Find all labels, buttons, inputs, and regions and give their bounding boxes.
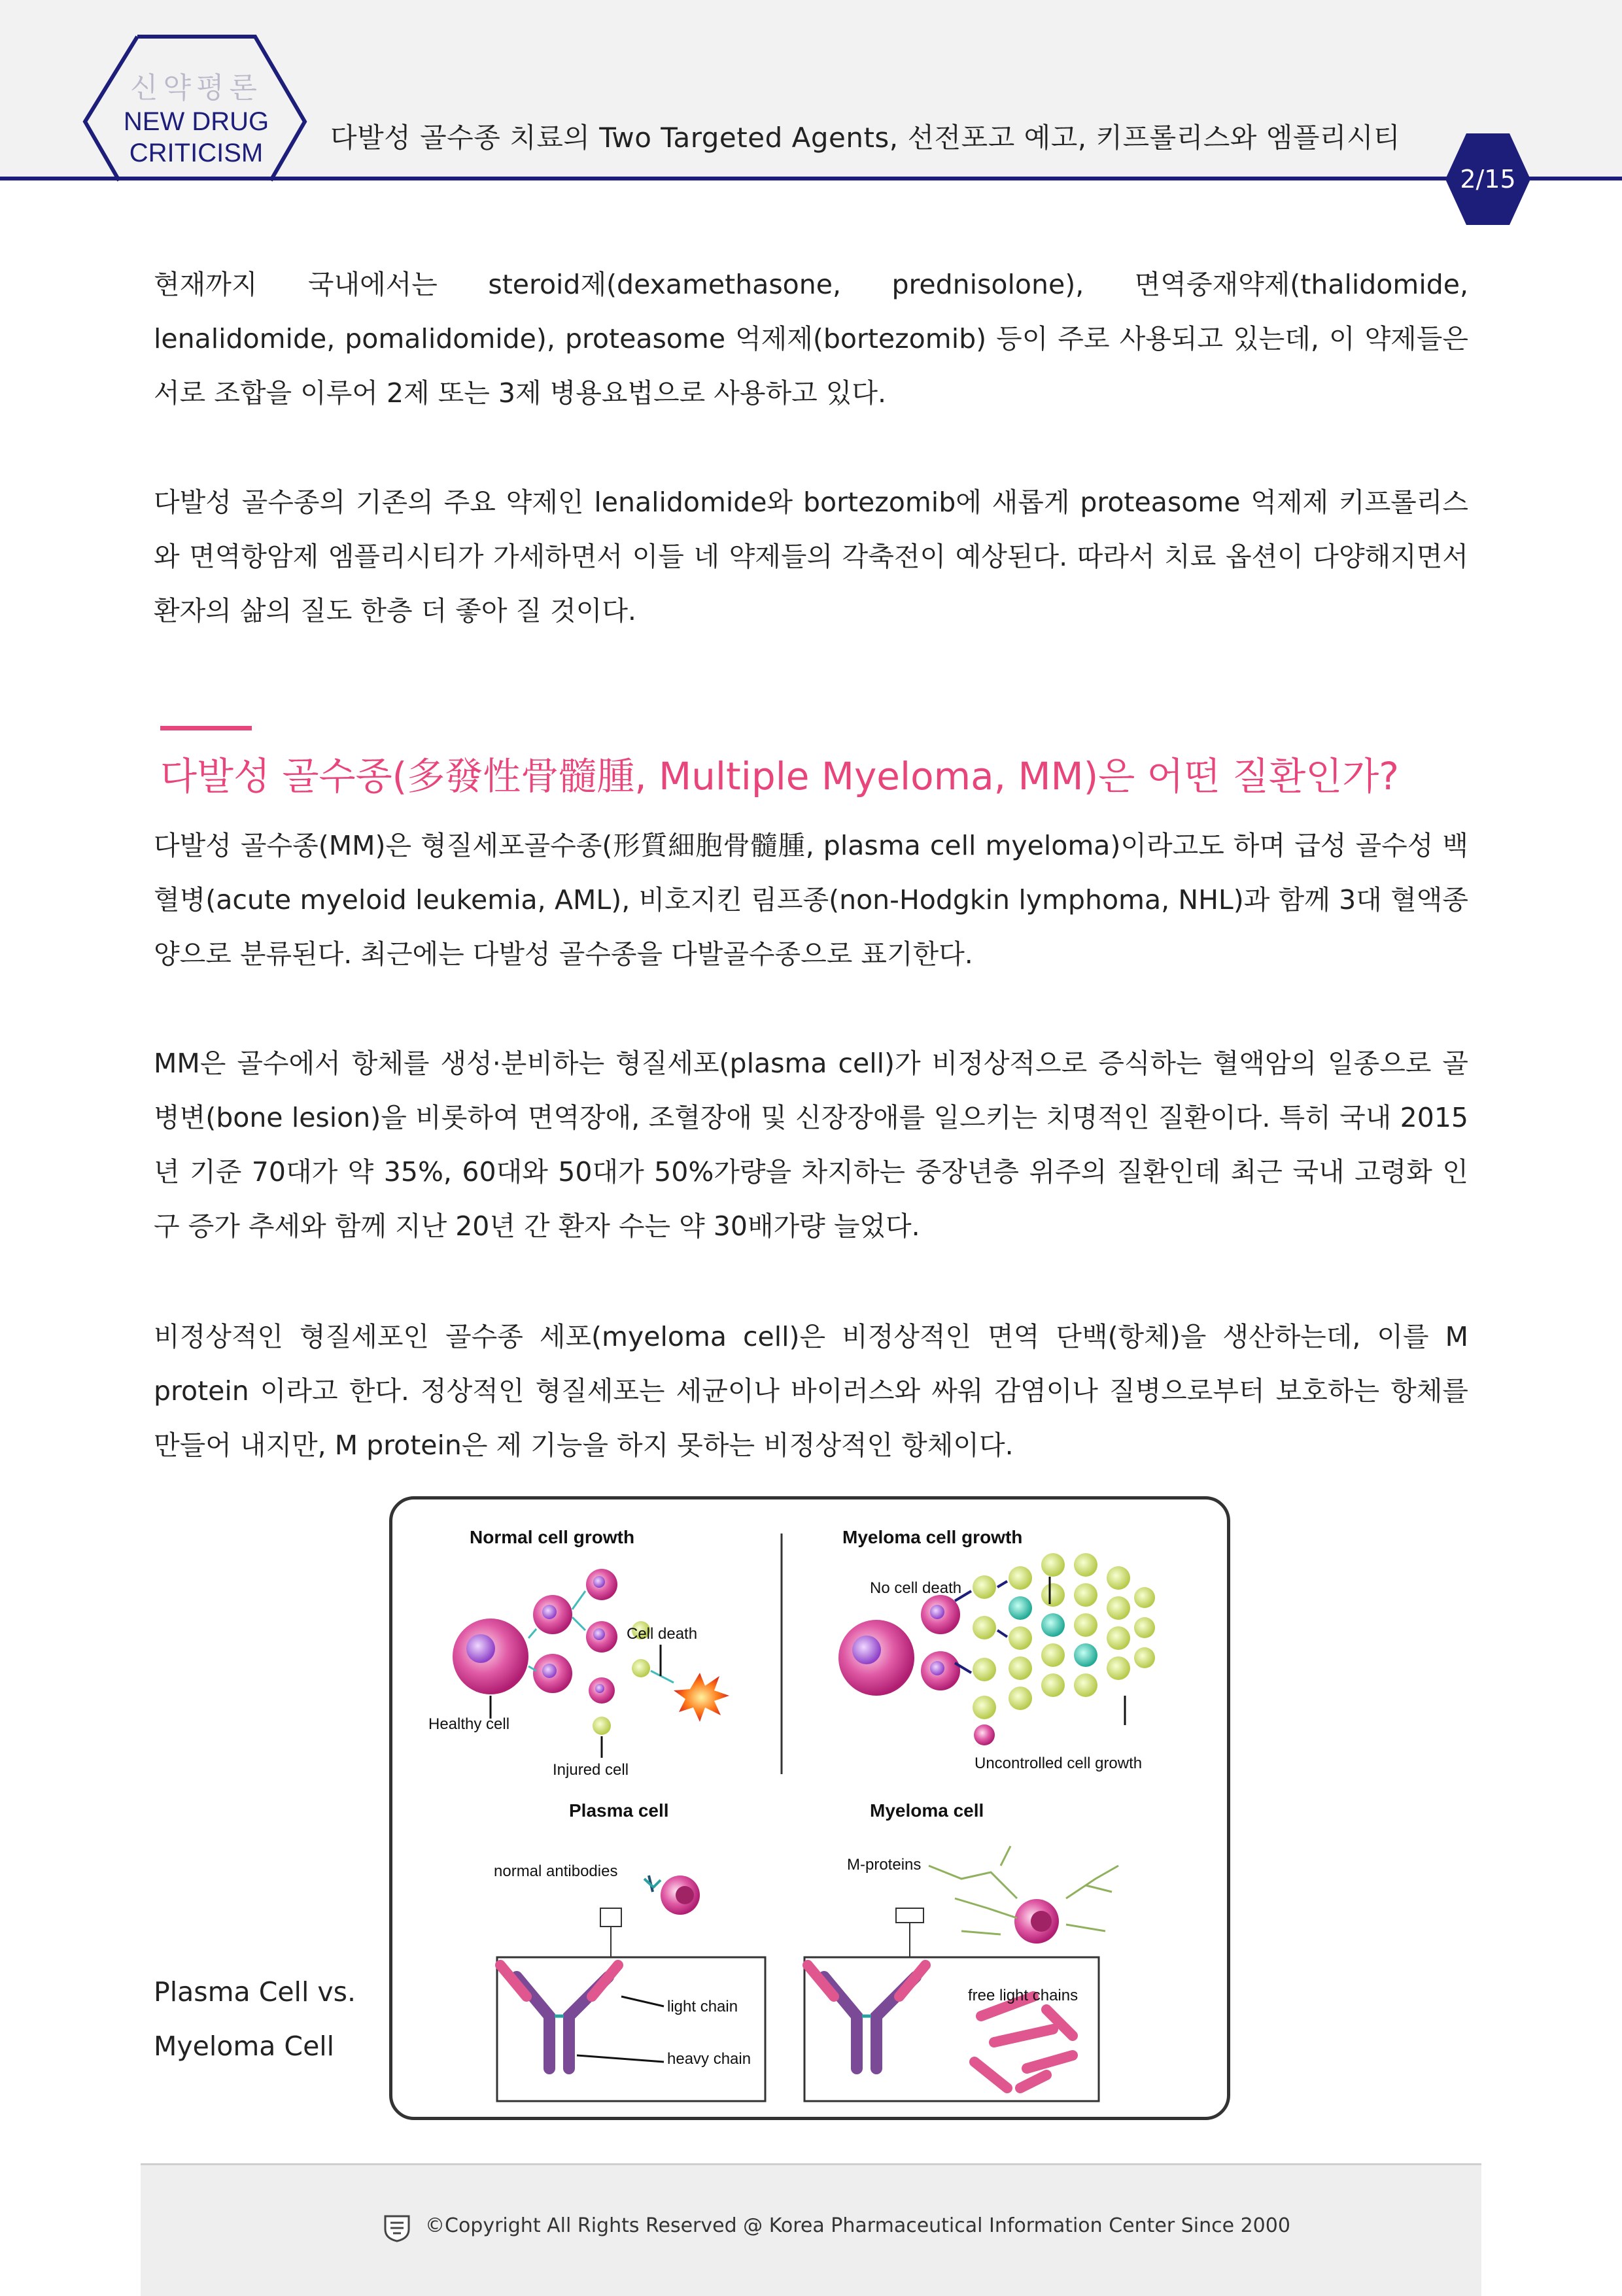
paragraph-new-agents: 다발성 골수종의 기존의 주요 약제인 lenalidomide와 bortezomib에 새롭게 proteasome 억제제 키프롤리스와 면역항암제 엠플리시티가 가세하면서 이들 네 약제들의 각축전이 예상된다. 따라서 치료 옵션이 다양해지면서 환자의 삶의 질도 한층 더 좋아 질 것이다.	[154, 487, 1468, 626]
document-title: 다발성 골수종 치료의 Two Targeted Agents, 선전포고 예고, 키프롤리스와 엠플리시티	[330, 122, 1401, 154]
paragraph-epidemiology: MM은 골수에서 항체를 생성·분비하는 형질세포(plasma cell)가 비정상적으로 증식하는 혈액암의 일종으로 골병변(bone lesion)을 비롯하여 면역장애, 조혈장애 및 신장장애를 일으키는 치명적인 질환이다. 특히 국내 2015년 기준 70대가 약 35%, 60대와 50대가 50%가량을 차지하는 중장년층 위주의 질환인데 최근 국내 고령화 인구 증가 추세와 함께 지난 20년 간 환자 수는 약 30배가량 늘었다.	[154, 1048, 1468, 1242]
figure-title-plasma-cell: Plasma cell	[569, 1800, 669, 1821]
logo-korean: 신약평론	[129, 72, 262, 104]
paragraph-definition: 다발성 골수종(MM)은 형질세포골수종(形質細胞骨髓腫, plasma cell myeloma)이라고도 하며 급성 골수성 백혈병(acute myeloid leukemia, AML), 비호지킨 림프종(non-Hodgkin lymphoma, NHL)과 함께 3대 혈액종양으로 분류된다. 최근에는 다발성 골수종을 다발골수종으로 표기한다.	[154, 830, 1468, 970]
header-divider	[0, 177, 1622, 180]
figure-title-normal-growth: Normal cell growth	[470, 1527, 635, 1547]
caption-line-2: Myeloma Cell	[154, 2030, 335, 2062]
label-cell-death: Cell death	[627, 1625, 698, 1643]
section-heading: 다발성 골수종(多發性骨髓腫, Multiple Myeloma, MM)은 어떤 질환인가?	[160, 754, 1400, 798]
heading-accent-bar	[160, 726, 252, 730]
label-light-chain: light chain	[667, 1998, 738, 2015]
copyright-text: ©Copyright All Rights Reserved @ Korea Pharmaceutical Information Center Since 2000	[425, 2214, 1290, 2237]
figure-caption	[154, 1965, 356, 2074]
logo-english-line2: CRITICISM	[129, 139, 264, 167]
myeloma-cell-illustration	[804, 1846, 1118, 2101]
label-free-light-chains: free light chains	[968, 1987, 1078, 2004]
label-injured-cell: Injured cell	[553, 1761, 629, 1779]
logo-english-line1: NEW DRUG	[123, 107, 269, 136]
page-number: 2/15	[1460, 165, 1516, 194]
figure-illustration	[392, 1499, 1227, 2117]
figure-title-myeloma-cell: Myeloma cell	[870, 1800, 984, 1821]
label-no-cell-death: No cell death	[870, 1579, 962, 1597]
shield-icon	[383, 2214, 411, 2242]
label-m-proteins: M-proteins	[847, 1856, 922, 1874]
label-normal-antibodies: normal antibodies	[494, 1862, 618, 1880]
figure-title-myeloma-growth: Myeloma cell growth	[842, 1527, 1023, 1547]
paragraph-current-treatments: 현재까지 국내에서는 steroid제(dexamethasone, prednisolone), 면역중재약제(thalidomide, lenalidomide, pomalidomide), proteasome 억제제(bortezomib) 등이 주로 사용되고 있는데, 이 약제들은 서로 조합을 이루어 2제 또는 3제 병용요법으로 사용하고 있다.	[154, 269, 1468, 409]
label-healthy-cell: Healthy cell	[428, 1715, 510, 1733]
paragraph-m-protein: 비정상적인 형질세포인 골수종 세포(myeloma cell)은 비정상적인 면역 단백(항체)을 생산하는데, 이를 M protein 이라고 한다. 정상적인 형질세포는 세균이나 바이러스와 싸워 감염이나 질병으로부터 보호하는 항체를 만들어 내지만, M protein은 제 기능을 하지 못하는 비정상적인 항체이다.	[154, 1321, 1468, 1461]
cell-growth-figure	[389, 1496, 1230, 2120]
label-uncontrolled-growth: Uncontrolled cell growth	[975, 1755, 1143, 1772]
caption-line-1: Plasma Cell vs.	[154, 1976, 356, 2008]
label-heavy-chain: heavy chain	[667, 2050, 751, 2068]
